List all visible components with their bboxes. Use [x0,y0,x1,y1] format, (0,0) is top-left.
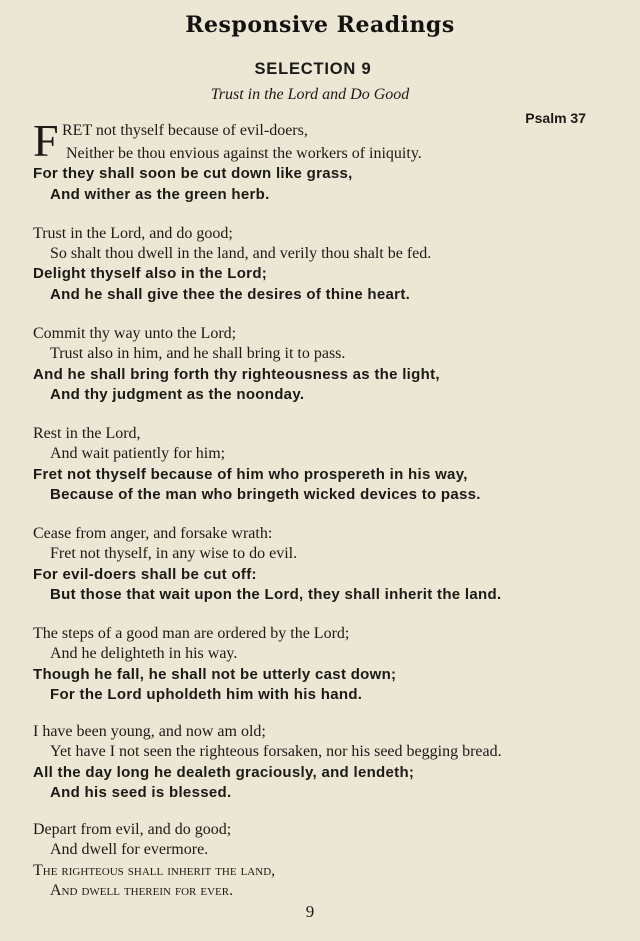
unison-line: And dwell therein for ever. [50,882,234,899]
reading-line: The steps of a good man are ordered by the Lord; [33,625,350,642]
response-line: Because of the man who bringeth wicked devices to pass. [50,486,481,503]
page-header: Responsive Readings [185,12,455,38]
response-line: For evil-doers shall be cut off: [33,566,257,583]
reading-line: Fret not thyself, in any wise to do evil. [50,545,298,562]
reading-line: So shalt thou dwell in the land, and verily thou shalt be fed. [50,245,432,262]
response-line: And he shall bring forth thy righteousness as the light, [33,366,440,383]
response-line: And he shall give thee the desires of thine heart. [50,286,411,303]
selection-title: SELECTION 9 [254,60,372,78]
response-line: For they shall soon be cut down like grass, [33,165,353,182]
response-line: All the day long he dealeth graciously, and lendeth; [33,764,415,781]
response-line: Delight thyself also in the Lord; [33,265,268,282]
reading-line: Yet have I not seen the righteous forsaken, nor his seed begging bread. [50,743,502,760]
response-line: And thy judgment as the noonday. [50,386,305,403]
response-line: Though he fall, he shall not be utterly cast down; [33,666,397,683]
selection-subtitle: Trust in the Lord and Do Good [210,86,410,103]
response-line: And his seed is blessed. [50,784,232,801]
drop-cap: F [33,115,59,166]
reading-line: Rest in the Lord, [33,425,141,442]
psalm-reference: Psalm 37 [525,110,586,126]
reading-line: Depart from evil, and do good; [33,821,232,838]
reading-line: And dwell for evermore. [50,841,209,858]
reading-line: And he delighteth in his way. [50,645,238,662]
response-line: Fret not thyself because of him who prospereth in his way, [33,466,468,483]
reading-line: And wait patiently for him; [50,445,226,462]
reading-line: I have been young, and now am old; [33,723,266,740]
reading-line: Cease from anger, and forsake wrath: [33,525,273,542]
reading-line: Trust in the Lord, and do good; [33,225,233,242]
response-line: But those that wait upon the Lord, they shall inherit the land. [50,586,502,603]
unison-line: The righteous shall inherit the land, [33,862,276,879]
reading-line: Commit thy way unto the Lord; [33,325,237,342]
response-line: And wither as the green herb. [50,186,270,203]
page-number: 9 [305,902,315,921]
reading-line: RET not thyself because of evil-doers, [62,122,308,139]
reading-line: Neither be thou envious against the workers of iniquity. [66,145,422,162]
reading-line: Trust also in him, and he shall bring it to pass. [50,345,346,362]
response-line: For the Lord upholdeth him with his hand. [50,686,363,703]
